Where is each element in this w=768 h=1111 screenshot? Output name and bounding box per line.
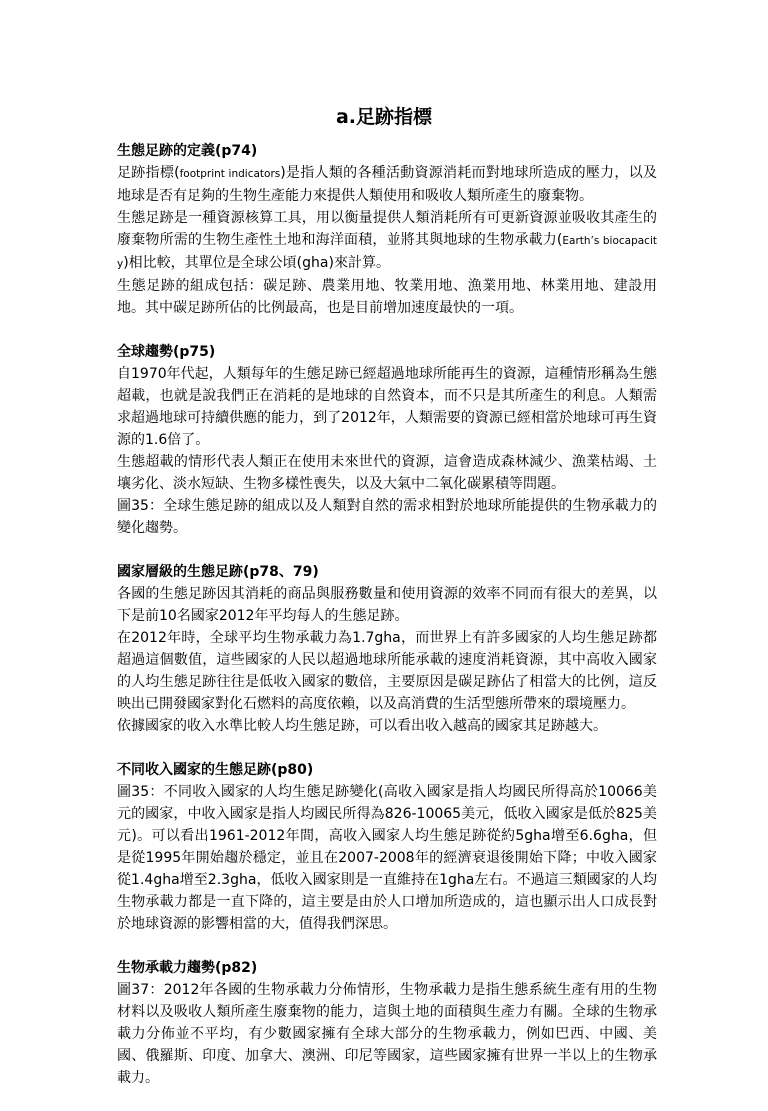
paragraph-text: )相比較，其單位是全球公頃(gha)來計算。 [123, 255, 390, 271]
section-global-trend [117, 341, 657, 539]
paragraph: 依據國家的收入水準比較人均生態足跡，可以看出收入越高的國家其足跡越大。 [117, 718, 607, 734]
section-income [117, 759, 657, 935]
paragraph: 各國的生態足跡因其消耗的商品與服務數量和使用資源的效率不同而有很大的差異，以下是前10名國家2012年平均每人的生態足跡。 [117, 586, 657, 624]
paragraph: 生態超載的情形代表人類正在使用未來世代的資源，這會造成森林減少、漁業枯竭、土壤劣化、淡水短缺、生物多樣性喪失，以及大氣中二氧化碳累積等問題。 [117, 454, 657, 492]
paragraph-text: 足跡指標( [117, 165, 180, 181]
document-body [117, 140, 657, 1111]
paragraph: 在2012年時，全球平均生物承載力為1.7gha，而世界上有許多國家的人均生態足跡都超過這個數值，這些國家的人民以超過地球所能承載的速度消耗資源，其中高收入國家的人均生態足跡往往是低收入國家的數倍，主要原因是碳足跡佔了相當大的比例，這反映出已開發國家對化石燃料的高度依賴，以及高消費的生活型態所帶來的環境壓力。 [117, 630, 657, 712]
section-biocapacity [117, 957, 657, 1089]
section-heading: 國家層級的生態足跡(p78、79) [117, 564, 319, 580]
paragraph-term: Earth’s biocapacity [117, 235, 657, 270]
paragraph-text: 生態足跡是一種資源核算工具，用以衡量提供人類消耗所有可更新資源並吸收其產生的廢棄物所需的生物生產性土地和海洋面積，並將其與地球的生物承載力( [117, 210, 657, 248]
paragraph: 自1970年代起，人類每年的生態足跡已經超過地球所能再生的資源，這種情形稱為生態超載，也就是說我們正在消耗的是地球的自然資本，而不只是其所產生的利息。人類需求超過地球可持續供應的能力，到了2012年，人類需要的資源已經相當於地球可再生資源的1.6倍了。 [117, 366, 657, 448]
paragraph: 圖35：全球生態足跡的組成以及人類對自然的需求相對於地球所能提供的生物承載力的變化趨勢。 [117, 498, 657, 536]
paragraph [117, 207, 657, 275]
paragraph [117, 162, 657, 207]
paragraph: 圖35：不同收入國家的人均生態足跡變化(高收入國家是指人均國民所得高於10066美元的國家，中收入國家是指人均國民所得為826-10065美元，低收入國家是低於825美元)。可以看出1961-2012年間，高收入國家人均生態足跡從約5gha增至6.6gha，但是從1995年開始趨於穩定，並且在2007-2008年的經濟衰退後開始下降；中收入國家從1.4gha增至2.3gha，低收入國家則是一直維持在1gha左右。不過這三類國家的人均生物承載力都是一直下降的，這主要是由於人口增加所造成的，這也顯示出人口成長對於地球資源的影響相當的大，值得我們深思。 [117, 784, 657, 932]
section-heading: 生物承載力趨勢(p82) [117, 960, 258, 976]
document-title: a.足跡指標 [335, 106, 433, 128]
paragraph-text: )是指人類的各種活動資源消耗而對地球所造成的壓力，以及地球是否有足夠的生物生產能力來提供人類使用和吸收人類所產生的廢棄物。 [117, 165, 657, 204]
section-heading: 全球趨勢(p75) [117, 344, 216, 360]
section-heading: 不同收入國家的生態足跡(p80) [117, 762, 314, 778]
paragraph: 圖37：2012年各國的生物承載力分佈情形，生物承載力是指生態系統生產有用的生物材料以及吸收人類所產生廢棄物的能力，這與土地的面積與生產力有關。全球的生物承載力分佈並不平均，有少數國家擁有全球大部分的生物承載力，例如巴西、中國、美國、俄羅斯、印度、加拿大、澳洲、印尼等國家，這些國家擁有世界一半以上的生物承載力。 [117, 982, 657, 1086]
section-definition [117, 140, 657, 319]
section-heading: 生態足跡的定義(p74) [117, 143, 258, 159]
paragraph: 生態足跡的組成包括：碳足跡、農業用地、牧業用地、漁業用地、林業用地、建設用地。其中碳足跡所佔的比例最高，也是目前增加速度最快的一項。 [117, 278, 657, 316]
paragraph-term: footprint indicators [179, 168, 281, 180]
section-national [117, 561, 657, 737]
